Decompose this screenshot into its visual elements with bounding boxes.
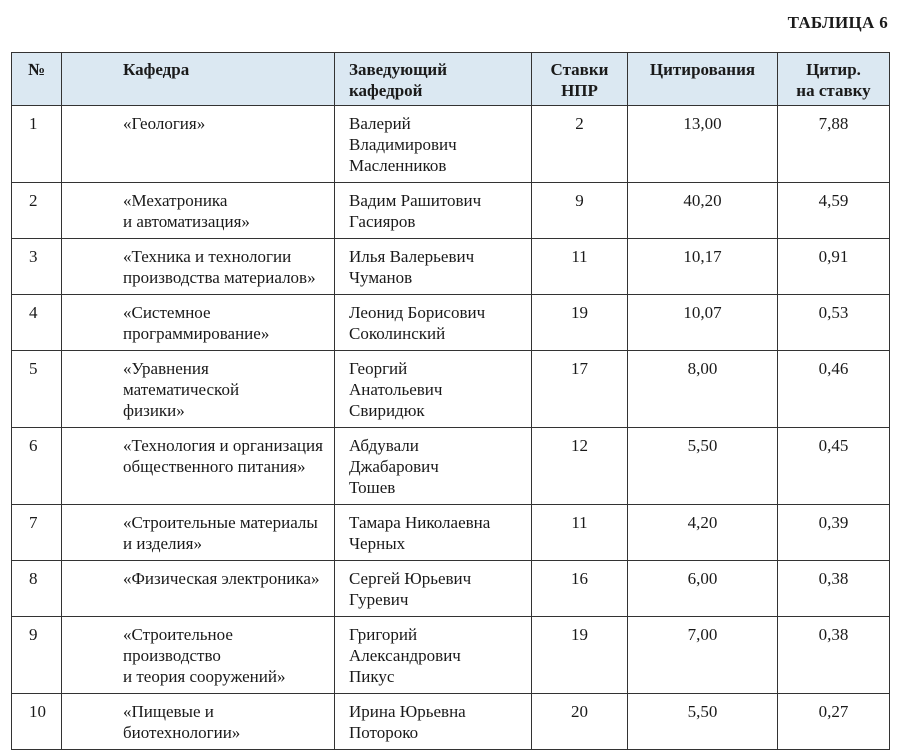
cell-department: «Физическая электроника» — [62, 561, 335, 617]
table-row — [12, 106, 890, 183]
cell-department: «Строительные материалы и изделия» — [62, 505, 335, 561]
cell-rate: 19 — [532, 617, 628, 694]
column-header-head: Заведующий кафедрой — [335, 53, 532, 106]
cell-department: «Пищевые и биотехнологии» — [62, 694, 335, 750]
cell-citations: 5,50 — [628, 428, 778, 505]
cell-citations: 10,17 — [628, 239, 778, 295]
cell-rate: 9 — [532, 183, 628, 239]
cell-department: «Системное программирование» — [62, 295, 335, 351]
cell-ratio: 0,27 — [778, 694, 890, 750]
cell-ratio: 7,88 — [778, 106, 890, 183]
cell-citations: 8,00 — [628, 351, 778, 428]
cell-rate: 2 — [532, 106, 628, 183]
cell-head: Тамара Николаевна Черных — [335, 505, 532, 561]
column-header-ratio: Цитир. на ставку — [778, 53, 890, 106]
cell-head: Григорий Александрович Пикус — [335, 617, 532, 694]
cell-head: Абдували Джабарович Тошев — [335, 428, 532, 505]
cell-head: Валерий Владимирович Масленников — [335, 106, 532, 183]
cell-num: 2 — [12, 183, 62, 239]
cell-rate: 20 — [532, 694, 628, 750]
cell-rate: 19 — [532, 295, 628, 351]
cell-head: Илья Валерьевич Чуманов — [335, 239, 532, 295]
column-header-department: Кафедра — [62, 53, 335, 106]
cell-department: «Строительное производство и теория сооружений» — [62, 617, 335, 694]
cell-num: 1 — [12, 106, 62, 183]
departments-table — [11, 52, 890, 750]
table-row — [12, 505, 890, 561]
cell-citations: 4,20 — [628, 505, 778, 561]
cell-head: Сергей Юрьевич Гуревич — [335, 561, 532, 617]
column-header-num: № — [12, 53, 62, 106]
table-row — [12, 351, 890, 428]
cell-ratio: 0,91 — [778, 239, 890, 295]
column-header-rate: Ставки НПР — [532, 53, 628, 106]
table-row — [12, 183, 890, 239]
cell-rate: 16 — [532, 561, 628, 617]
table-row — [12, 239, 890, 295]
cell-num: 4 — [12, 295, 62, 351]
cell-head: Ирина Юрьевна Поторoко — [335, 694, 532, 750]
cell-department: «Геология» — [62, 106, 335, 183]
cell-ratio: 4,59 — [778, 183, 890, 239]
cell-citations: 5,50 — [628, 694, 778, 750]
cell-citations: 6,00 — [628, 561, 778, 617]
cell-head: Вадим Рашитович Гасияров — [335, 183, 532, 239]
table-caption: ТАБЛИЦА 6 — [787, 13, 888, 32]
cell-num: 7 — [12, 505, 62, 561]
cell-citations: 13,00 — [628, 106, 778, 183]
cell-citations: 7,00 — [628, 617, 778, 694]
cell-ratio: 0,46 — [778, 351, 890, 428]
table-row — [12, 617, 890, 694]
cell-rate: 11 — [532, 505, 628, 561]
cell-head: Георгий Анатольевич Свиридюк — [335, 351, 532, 428]
cell-head: Леонид Борисович Соколинский — [335, 295, 532, 351]
cell-department: «Мехатроника и автоматизация» — [62, 183, 335, 239]
cell-ratio: 0,45 — [778, 428, 890, 505]
table-row — [12, 561, 890, 617]
cell-num: 6 — [12, 428, 62, 505]
cell-num: 10 — [12, 694, 62, 750]
column-header-citations: Цитирования — [628, 53, 778, 106]
cell-department: «Уравнения математической физики» — [62, 351, 335, 428]
cell-ratio: 0,38 — [778, 561, 890, 617]
cell-citations: 10,07 — [628, 295, 778, 351]
table-row — [12, 694, 890, 750]
cell-ratio: 0,53 — [778, 295, 890, 351]
cell-department: «Техника и технологии производства материалов» — [62, 239, 335, 295]
cell-num: 8 — [12, 561, 62, 617]
cell-rate: 17 — [532, 351, 628, 428]
cell-ratio: 0,39 — [778, 505, 890, 561]
cell-ratio: 0,38 — [778, 617, 890, 694]
cell-num: 5 — [12, 351, 62, 428]
table-header-row — [12, 53, 890, 106]
cell-num: 9 — [12, 617, 62, 694]
table-row — [12, 295, 890, 351]
cell-citations: 40,20 — [628, 183, 778, 239]
cell-num: 3 — [12, 239, 62, 295]
cell-rate: 11 — [532, 239, 628, 295]
table-row — [12, 428, 890, 505]
cell-department: «Технология и организация общественного питания» — [62, 428, 335, 505]
cell-rate: 12 — [532, 428, 628, 505]
